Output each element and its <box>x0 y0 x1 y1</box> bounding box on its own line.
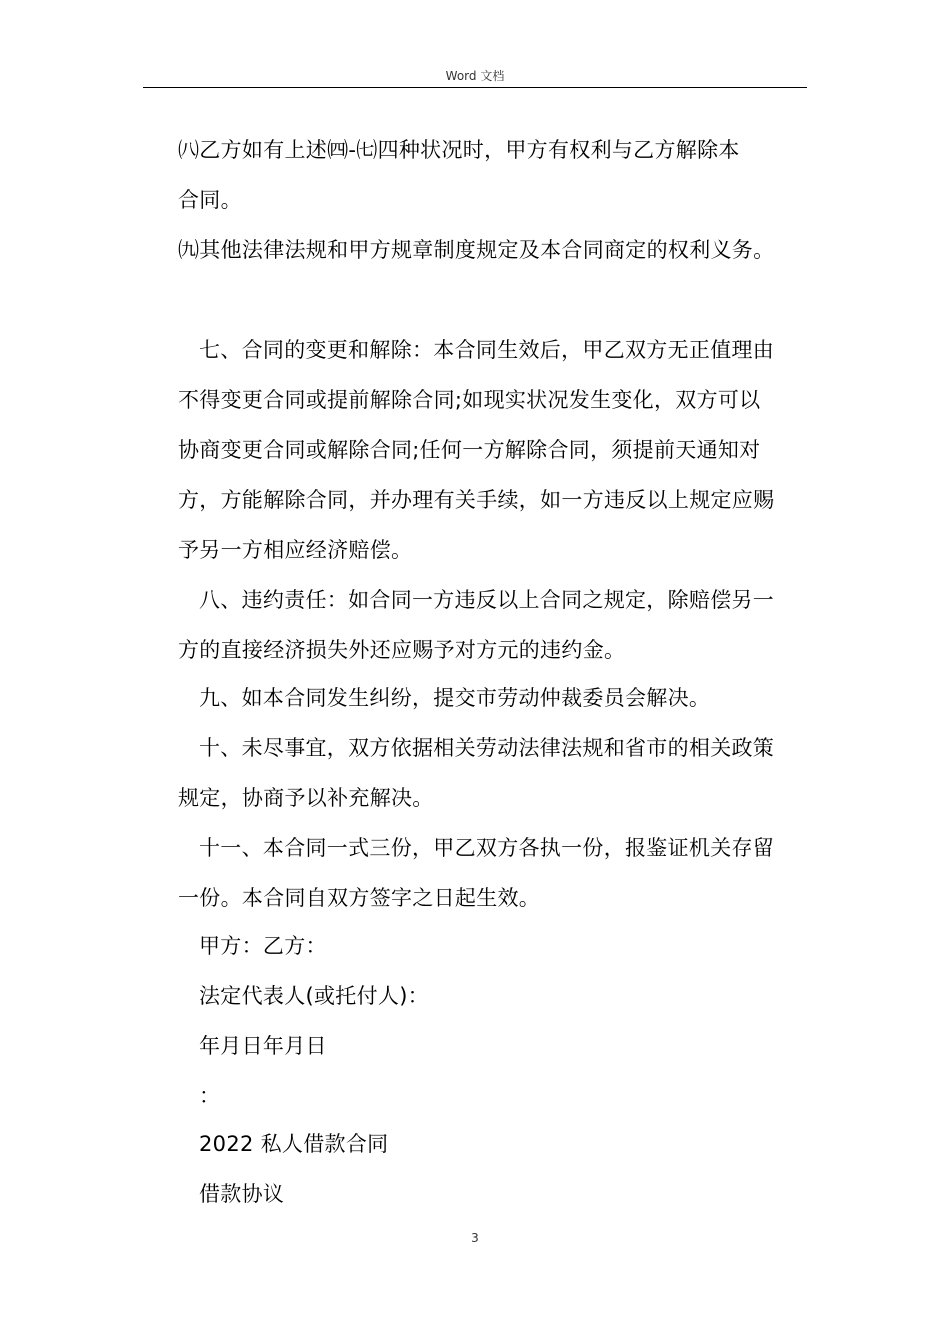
text-line-18: 年月日年月日 <box>199 1034 327 1058</box>
text-line-21: 借款协议 <box>199 1182 285 1206</box>
text-line-4: 七、合同的变更和解除：本合同生效后，甲乙双方无正值理由 <box>199 338 775 362</box>
text-line-19: ： <box>199 1084 221 1108</box>
text-line-11: 九、如本合同发生纠纷，提交市劳动仲裁委员会解决。 <box>199 686 711 710</box>
text-line-10: 方的直接经济损失外还应赐予对方元的违约金。 <box>178 638 626 662</box>
text-line-15: 一份。本合同自双方签字之日起生效。 <box>178 886 541 910</box>
text-line-9: 八、违约责任：如合同一方违反以上合同之规定，除赔偿另一 <box>199 588 775 612</box>
text-line-17: 法定代表人(或托付人)： <box>199 984 429 1008</box>
text-line-2: 合同。 <box>178 188 242 212</box>
text-line-16: 甲方：乙方： <box>199 934 327 958</box>
page-number: 3 <box>471 1231 479 1245</box>
text-line-20: 2022 私人借款合同 <box>199 1132 389 1156</box>
text-line-5: 不得变更合同或提前解除合同;如现实状况发生变化，双方可以 <box>178 388 761 412</box>
text-line-8: 予另一方相应经济赔偿。 <box>178 538 413 562</box>
text-line-3: ㈨其他法律法规和甲方规章制度规定及本合同商定的权利义务。 <box>178 238 775 262</box>
text-line-13: 规定，协商予以补充解决。 <box>178 786 434 810</box>
text-line-6: 协商变更合同或解除合同;任何一方解除合同，须提前天通知对 <box>178 438 761 462</box>
header-label: Word 文档 <box>445 69 505 83</box>
text-line-14: 十一、本合同一式三份，甲乙双方各执一份，报鉴证机关存留 <box>199 836 775 860</box>
text-line-12: 十、未尽事宜，双方依据相关劳动法律法规和省市的相关政策 <box>199 736 775 760</box>
header-divider <box>143 87 807 88</box>
text-line-1: ㈧乙方如有上述㈣-㈦四种状况时，甲方有权利与乙方解除本 <box>178 138 740 162</box>
text-line-7: 方，方能解除合同，并办理有关手续，如一方违反以上规定应赐 <box>178 488 775 512</box>
